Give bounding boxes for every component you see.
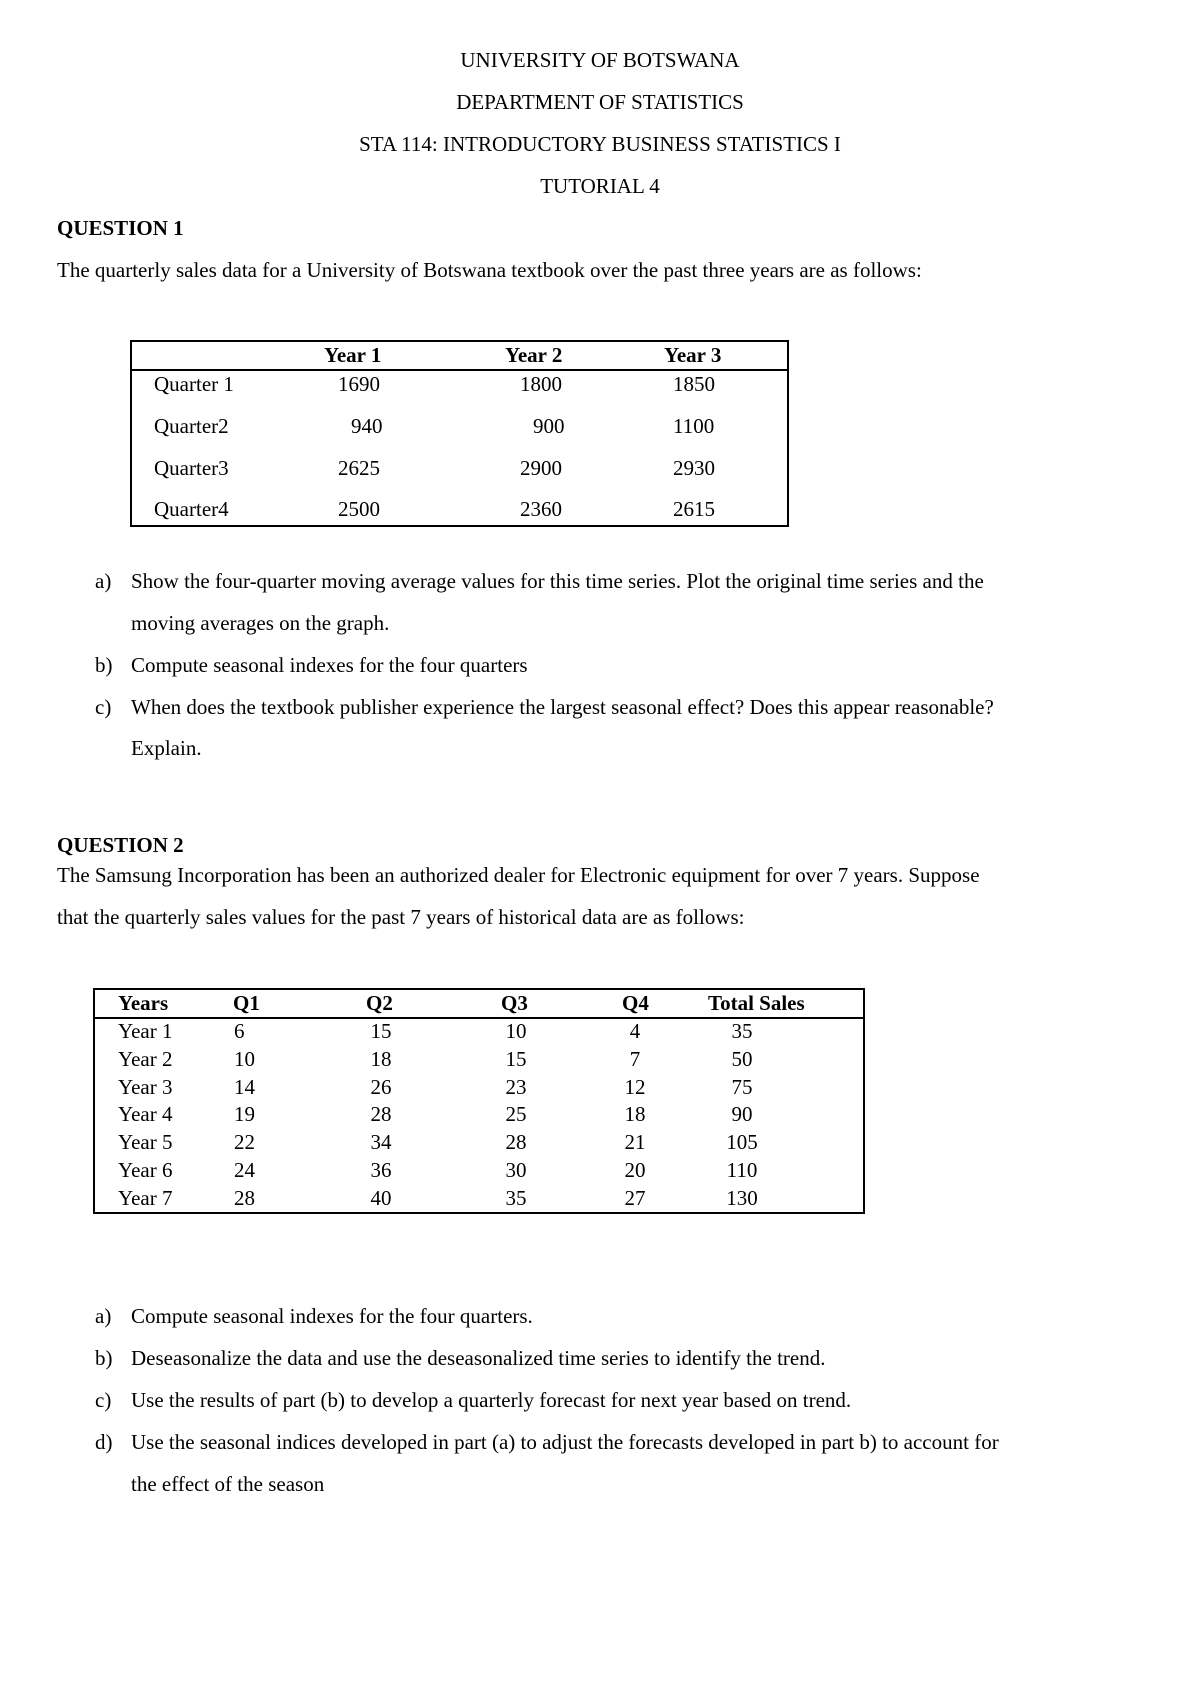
column-header-year-2: Year 2 [505,343,563,367]
q1-part-a-line2: moving averages on the graph. [131,611,390,635]
table-cell: 900 [533,414,565,438]
row-label-quarter-2: Quarter2 [154,414,229,438]
table-cell: 1100 [673,414,715,438]
column-header-q1: Q1 [233,991,260,1015]
q1-part-a-line1: Show the four-quarter moving average values for this time series. Plot the original time series and the [131,569,984,593]
question1-heading: QUESTION 1 [57,216,184,240]
table-cell: 110 [726,1158,758,1182]
table-cell: 4 [629,1019,641,1043]
question2-intro-line1: The Samsung Incorporation has been an authorized dealer for Electronic equipment for over 7 years. Suppose [57,863,980,887]
table-header-divider [132,369,787,371]
table-cell: 10 [505,1019,527,1043]
column-header-years: Years [118,991,169,1015]
table-cell: 75 [731,1074,753,1099]
table-cell: 2930 [673,456,715,480]
q2-part-c-line1: Use the results of part (b) to develop a quarterly forecast for next year based on trend. [131,1388,852,1412]
table-cell: 28 [234,1185,255,1210]
table-cell: 1690 [338,372,380,396]
table-cell: 15 [370,1019,392,1043]
table-cell: 1850 [673,372,715,396]
q1-part-c-line1: When does the textbook publisher experience the largest seasonal effect? Does this appear reasonable? [131,695,994,719]
university-title: UNIVERSITY OF BOTSWANA [460,48,740,72]
q2-part-b-line1: Deseasonalize the data and use the deseasonalized time series to identify the trend. [131,1346,826,1370]
table-cell: 50 [731,1046,753,1071]
table-cell: 18 [370,1046,392,1071]
table-cell: 2625 [338,456,380,480]
table-cell: 940 [351,414,383,438]
column-header-q3: Q3 [501,991,528,1015]
table-cell: 105 [726,1130,758,1155]
q1-part-c-line2: Explain. [131,736,202,760]
table-cell: 6 [234,1019,245,1043]
table-cell: 40 [370,1185,392,1210]
table-cell: 90 [731,1102,753,1127]
table-cell: 27 [624,1185,646,1210]
column-header-q2: Q2 [366,991,393,1015]
table-cell: 2360 [520,497,562,521]
department-title: DEPARTMENT OF STATISTICS [456,90,744,114]
q1-part-c-label: c) [95,695,112,719]
table-cell: 28 [370,1102,392,1127]
row-label: Year 4 [118,1102,173,1127]
row-label: Year 3 [118,1074,173,1099]
table-cell: 36 [370,1158,392,1182]
q2-part-a-label: a) [95,1304,112,1328]
row-label-quarter-1: Quarter 1 [154,372,234,396]
table-cell: 25 [505,1102,527,1127]
table-cell: 19 [234,1102,255,1127]
table-cell: 20 [624,1158,646,1182]
row-label: Year 6 [118,1158,173,1182]
table-cell: 130 [726,1185,758,1210]
q2-part-b-label: b) [95,1346,113,1370]
table-cell: 26 [370,1074,392,1099]
table-cell: 23 [505,1074,527,1099]
q2-part-d-label: d) [95,1430,113,1454]
table-cell: 28 [505,1130,527,1155]
table-cell: 1800 [520,372,562,396]
row-label-quarter-4: Quarter4 [154,497,229,521]
row-label: Year 7 [118,1185,173,1210]
table-cell: 2615 [673,497,715,521]
table-cell: 18 [624,1102,646,1127]
quarterly-sales-table [130,340,789,527]
q1-part-a-label: a) [95,569,112,593]
table-cell: 35 [731,1019,753,1043]
question1-intro: The quarterly sales data for a University of Botswana textbook over the past three years are as follows: [57,258,922,282]
column-header-total-sales: Total Sales [708,991,805,1015]
row-label: Year 1 [118,1019,173,1043]
q1-part-b-label: b) [95,653,113,677]
table-cell: 15 [505,1046,527,1071]
table-cell: 12 [624,1074,646,1099]
row-label: Year 5 [118,1130,173,1155]
q2-part-d-line1: Use the seasonal indices developed in part (a) to adjust the forecasts developed in part b) to account for [131,1430,999,1454]
table-cell: 14 [234,1074,255,1099]
q2-part-a-line1: Compute seasonal indexes for the four quarters. [131,1304,533,1328]
samsung-sales-table [93,988,865,1214]
column-header-q4: Q4 [622,991,649,1015]
q2-part-d-line2: the effect of the season [131,1472,325,1496]
column-header-year-1: Year 1 [324,343,382,367]
course-title: STA 114: INTRODUCTORY BUSINESS STATISTICS I [359,132,841,156]
table-cell: 2500 [338,497,380,521]
table-cell: 24 [234,1158,255,1182]
table-cell: 30 [505,1158,527,1182]
table-cell: 7 [629,1046,641,1071]
table-cell: 22 [234,1130,255,1155]
row-label: Year 2 [118,1046,173,1071]
table-cell: 21 [624,1130,646,1155]
question2-heading: QUESTION 2 [57,833,184,857]
table-cell: 34 [370,1130,392,1155]
tutorial-title: TUTORIAL 4 [540,174,660,198]
column-header-year-3: Year 3 [664,343,722,367]
table-cell: 2900 [520,456,562,480]
question2-intro-line2: that the quarterly sales values for the past 7 years of historical data are as follows: [57,905,745,929]
row-label-quarter-3: Quarter3 [154,456,229,480]
q1-part-b-line1: Compute seasonal indexes for the four quarters [131,653,528,677]
table-cell: 10 [234,1046,255,1071]
q2-part-c-label: c) [95,1388,112,1412]
table-cell: 35 [505,1185,527,1210]
